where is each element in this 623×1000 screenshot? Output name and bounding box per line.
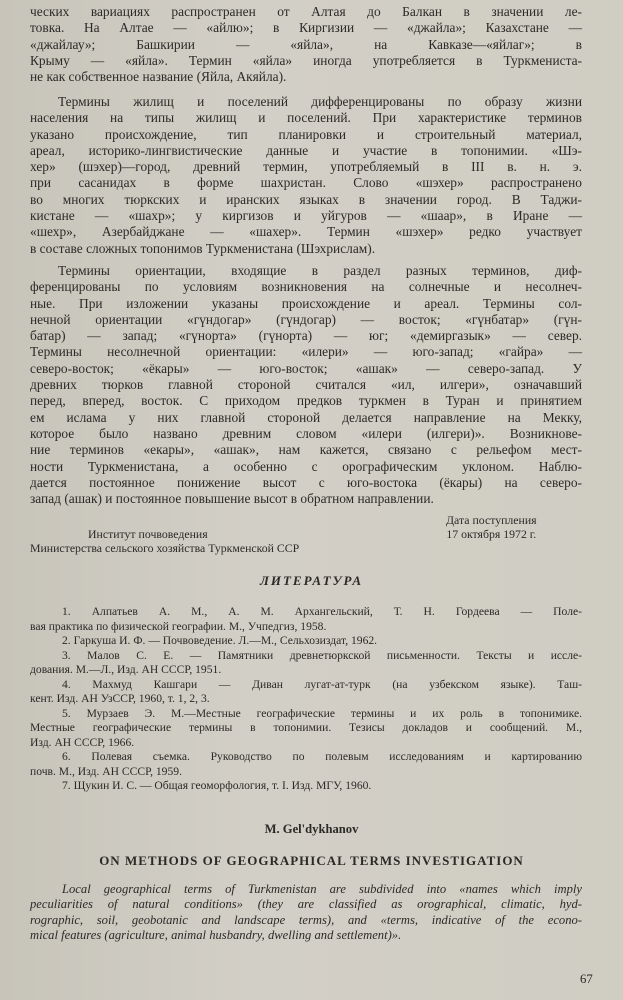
institution-line: Министерства сельского хозяйства Туркменской ССР xyxy=(30,541,300,555)
text-line: Крыму — «яйла». Термин «яйла» иногда употребляется в Туркмениста- xyxy=(30,52,582,68)
text-line: ние терминов «екары», «ашак», нам кажется, связано с рельефом мест- xyxy=(30,442,582,458)
reference-line: 1. Алпатьев А. М., А. М. Архангельский, Т. Н. Гордеева — Поле- xyxy=(62,605,582,618)
paragraph-yaila xyxy=(30,4,582,85)
text-line: во многих тюркских и иранских языках в значении город. В Таджи- xyxy=(30,191,582,207)
reference-line: Изд. АН СССР, 1966. xyxy=(30,735,135,749)
text-line: Термины несолнечной ориентации: «илери» — юго-запад; «гайра» — xyxy=(30,344,582,360)
author-name: M. Gel'dykhanov xyxy=(264,822,359,836)
text-line: кистане — «шахр»; у киргизов и уйгуров — «шаар», в Иране — xyxy=(30,208,582,224)
reference-line: 7. Щукин И. С. — Общая геоморфология, т. I. Изд. МГУ, 1960. xyxy=(62,779,372,792)
reference-line: почв. М., Изд. АН СССР, 1959. xyxy=(30,764,182,778)
text-line: которое было названо древним словом «илери (илгери)». Возникнове- xyxy=(30,425,582,441)
literature-heading: ЛИТЕРАТУРА xyxy=(259,573,364,588)
text-line: «шехр», Азербайджане — «шахер». Термин «шэхер» редко участвует xyxy=(30,224,582,240)
text-line: Термины ориентации, входящие в раздел разных терминов, диф- xyxy=(58,263,582,278)
reference-line: 3. Малов С. Е. — Памятники древнетюркской письменности. Тексты и иссле- xyxy=(62,648,582,662)
text-line: ности Туркменистана, а особенно с орографическим уклоном. Наблю- xyxy=(30,458,582,474)
text-line: дается постоянное понижение высот с юго-востока (ёкары) на северо- xyxy=(30,474,582,490)
text-line: ареал, историко-лингвистические данные и участие в топонимии. «Шэ- xyxy=(30,142,582,158)
text-line: не как собственное название (Яйла, Акяйла). xyxy=(30,69,287,85)
english-title: ON METHODS OF GEOGRAPHICAL TERMS INVESTIGATION xyxy=(99,853,524,868)
reference-line: Местные географические термины в топонимии. Тезисы докладов и сообщений. М., xyxy=(30,721,582,734)
text-line: указано происхождение, тип планировки и строительный материал, xyxy=(30,126,582,142)
page-number: 67 xyxy=(580,972,593,986)
text-line: батар) — запад; «гүнорта» (гүнорта) — юг; «демиргазык» — север. xyxy=(30,328,582,344)
abstract-line: peculiarities of natural conditions» (they are classified as orographical, climatic, hyd- xyxy=(30,897,582,912)
paragraph-orientation-terms xyxy=(30,263,582,507)
reference-line: 4. Махмуд Кашгари — Диван лугат-ат-турк (на узбекском языке). Таш- xyxy=(62,677,582,691)
text-line: северо-восток; «ёкары» — юго-восток; «ашак» — северо-запад. У xyxy=(30,360,582,376)
text-line: при сасанидах в форме шахристан. Слово «шэхер» распространено xyxy=(30,175,582,191)
abstract-line: Local geographical terms of Turkmenistan are subdivided into «names which imply xyxy=(62,882,582,896)
text-line: населения на типы жилищ и поселений. При характеристике терминов xyxy=(30,110,582,126)
text-line: нечной ориентации «гүндогар» (гүндогар) — восток; «гүнбатар» (гүн- xyxy=(30,311,582,327)
reference-line: 6. Полевая съемка. Руководство по полевым исследованиям и картированию xyxy=(62,750,582,763)
text-line: в составе сложных топонимов Туркменистана (Шэхрислам). xyxy=(30,240,376,256)
text-line: ческих вариациях распространен от Алтая до Балкан в значении ле- xyxy=(30,4,582,19)
text-line: запад (ашак) и постоянное повышение высот в обратном направлении. xyxy=(30,491,434,507)
reference-list xyxy=(30,605,582,794)
received-label: Дата поступления xyxy=(446,513,537,527)
english-abstract xyxy=(30,882,582,943)
institution-line: Институт почвоведения xyxy=(88,527,208,541)
text-line: древних тюрков главной стороной считался «ил, илгери», означавший xyxy=(30,377,582,393)
text-line: перед, вперед, восток. С приходом предков туркмен в Туран и принятием xyxy=(30,393,582,409)
reference-line: кент. Изд. АН УзССР, 1960, т. 1, 2, 3. xyxy=(30,692,210,705)
text-line: хер» (шэхер)—город, древний термин, употребляемый в III в. н. э. xyxy=(30,159,582,175)
paragraph-dwelling-terms xyxy=(30,94,582,257)
text-line: товка. На Алтае — «айлю»; в Киргизии — «джайла»; Казахстане — xyxy=(30,20,582,36)
received-date-value: 17 октября 1972 г. xyxy=(446,527,537,541)
text-line: ференцированы по условиям возникновения на солнечные и несолнеч- xyxy=(30,279,582,295)
reference-line: дования. М.—Л., Изд. АН СССР, 1951. xyxy=(30,663,222,676)
reference-line: вая практика по физической географии. М., Учпедгиз, 1958. xyxy=(30,619,327,633)
text-line: «джайлау»; Башкирии — «яйла», на Кавказе—«яйлаг»; в xyxy=(30,36,582,52)
received-date xyxy=(446,513,537,541)
reference-line: 2. Гаркуша И. Ф. — Почвоведение. Л.—М., Сельхозиздат, 1962. xyxy=(62,634,378,647)
reference-line: 5. Мурзаев Э. М.—Местные географические термины и их роль в топонимике. xyxy=(62,706,582,720)
abstract-line: rographic, soil, geobotanic and landscape terms), and «terms, indicative of the econo- xyxy=(30,912,582,927)
abstract-line: mical features (agriculture, animal husbandry, dwelling and settlement)». xyxy=(30,927,402,942)
text-line: ем ислама у них главной стороной делается направление на Мекку, xyxy=(30,409,582,425)
text-line: ные. При изложении указаны происхождение и ареал. Термины сол- xyxy=(30,295,582,311)
institution-affiliation xyxy=(30,527,299,555)
text-line: Термины жилищ и поселений дифференцированы по образу жизни xyxy=(58,94,582,109)
